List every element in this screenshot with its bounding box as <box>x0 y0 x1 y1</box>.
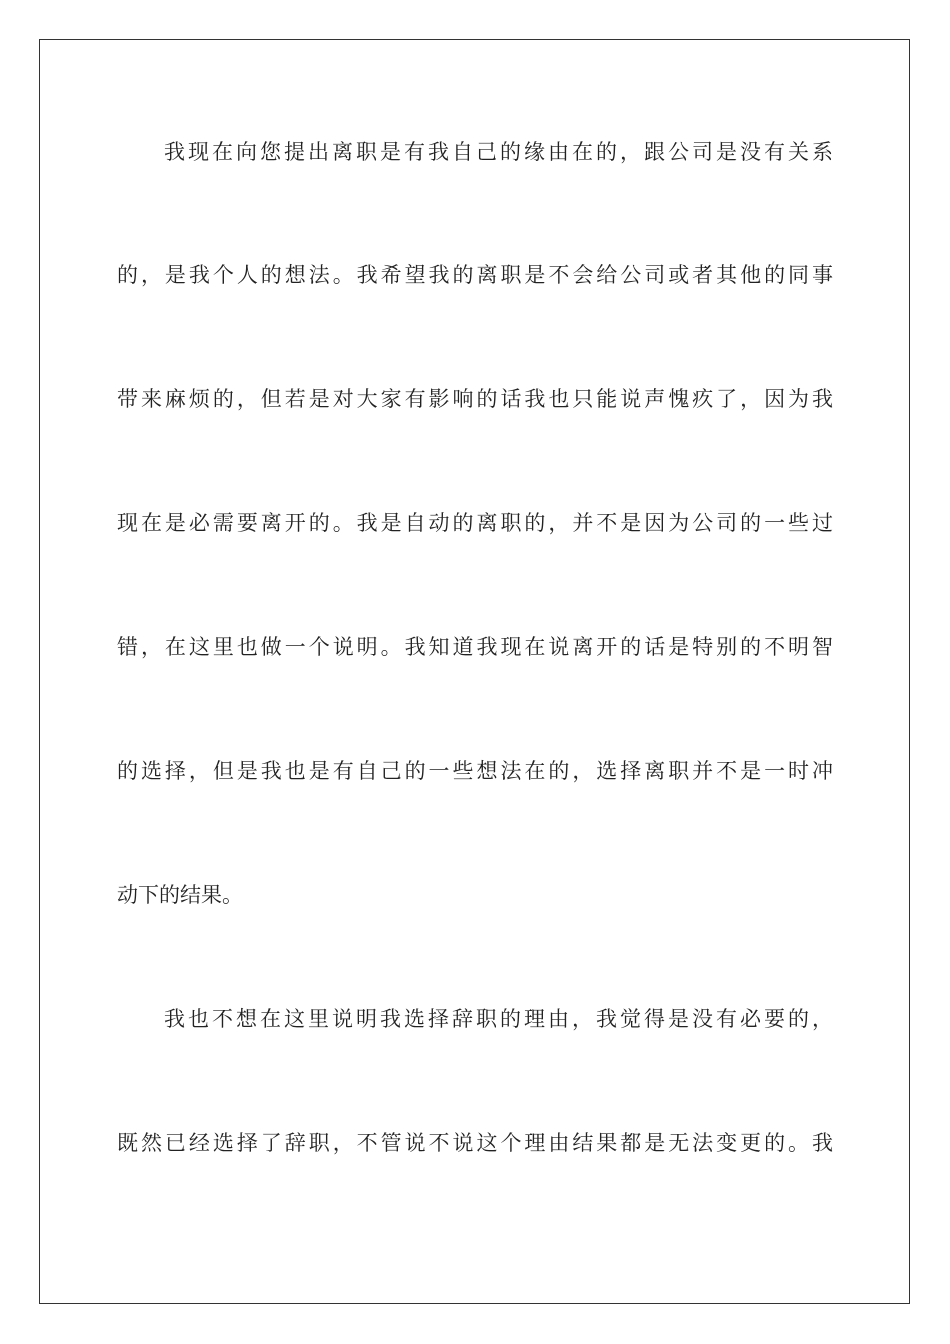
page-border <box>39 39 910 1304</box>
text-line: 我现在向您提出离职是有我自己的缘由在的，跟公司是没有关系 <box>164 140 833 164</box>
text-line: 的，是我个人的想法。我希望我的离职是不会给公司或者其他的同事 <box>117 263 833 287</box>
text-line: 动下的结果。 <box>117 883 243 907</box>
text-line: 错，在这里也做一个说明。我知道我现在说离开的话是特别的不明智 <box>117 635 833 659</box>
text-line: 的选择，但是我也是有自己的一些想法在的，选择离职并不是一时冲 <box>117 759 833 783</box>
text-line: 带来麻烦的，但若是对大家有影响的话我也只能说声愧疚了，因为我 <box>117 387 833 411</box>
text-line: 我也不想在这里说明我选择辞职的理由，我觉得是没有必要的， <box>164 1007 833 1031</box>
text-line: 既然已经选择了辞职，不管说不说这个理由结果都是无法变更的。我 <box>117 1131 833 1155</box>
text-line: 现在是必需要离开的。我是自动的离职的，并不是因为公司的一些过 <box>117 511 833 535</box>
